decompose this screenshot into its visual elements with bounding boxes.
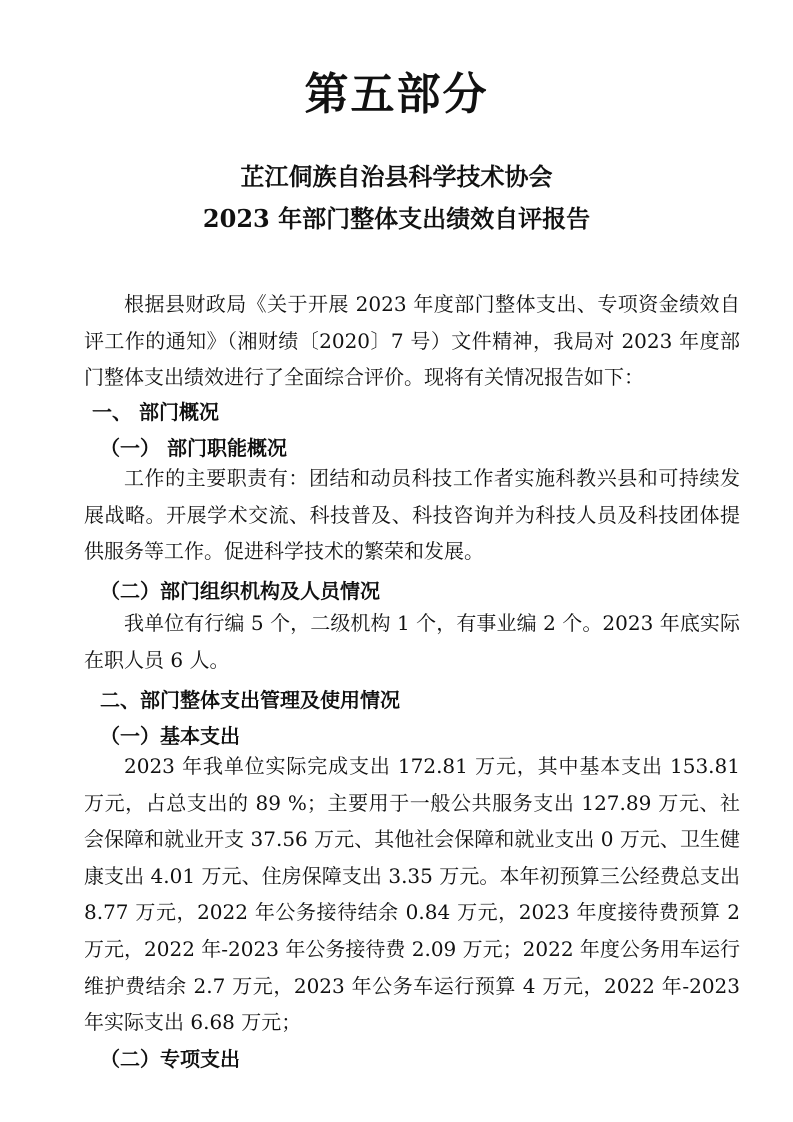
organization-name: 芷江侗族自治县科学技术协会	[240, 162, 553, 191]
section-2-sub-1-text: 2023 年我单位实际完成支出 172.81 万元，其中基本支出 153.81 万元，占总支出的 89 %；主要用于一般公共服务支出 127.89 万元、社会保障和就业开支 37.56 万元、其他社会保障和就业支出 0 万元、卫生健康支出 4.01 万元、住房保障支出 3.35 万元。本年初预算三公经费总支出 8.77 万元，2022 年公务接待结余 0.84 万元，2023 年度接待费预算 2 万元，2022 年-2023 年公务接待费 2.09 万元；2022 年度公务用车运行维护费结余 2.7 万元，2023 年公务车运行预算 4 万元，2022 年-2023 年实际支出 6.68 万元；	[84, 754, 740, 1035]
report-title: 2023 年部门整体支出绩效自评报告	[202, 204, 591, 233]
section-1-sub-2-heading: （二）部门组织机构及人员情况	[100, 579, 380, 603]
section-2-sub-2-heading: （二）专项支出	[100, 1047, 240, 1071]
intro-paragraph: 根据县财政局《关于开展 2023 年度部门整体支出、专项资金绩效自评工作的通知》（湘财绩〔2020〕7 号）文件精神，我局对 2023 年度部门整体支出绩效进行了全面综合评价。现将有关情况报告如下：	[84, 292, 740, 390]
section-1-sub-1-heading: （一） 部门职能概况	[100, 436, 287, 460]
section-1-sub-2-block	[84, 605, 740, 678]
section-1-sub-1-text: 工作的主要职责有：团结和动员科技工作者实施科教兴县和可持续发展战略。开展学术交流、科技普及、科技咨询并为科技人员及科技团体提供服务等工作。促进科学技术的繁荣和发展。	[84, 466, 740, 564]
section-2-heading: 二、部门整体支出管理及使用情况	[100, 688, 400, 712]
section-1-sub-2-text: 我单位有行编 5 个，二级机构 1 个，有事业编 2 个。2023 年底实际在职人员 6 人。	[84, 611, 740, 672]
section-1-sub-1-block	[84, 460, 740, 570]
intro-paragraph-block	[84, 286, 740, 396]
section-2-sub-1-heading: （一）基本支出	[100, 724, 240, 748]
part-title: 第五部分	[304, 69, 489, 120]
section-1-heading: 一、 部门概况	[92, 400, 219, 424]
section-2-sub-1-block	[84, 748, 740, 1041]
